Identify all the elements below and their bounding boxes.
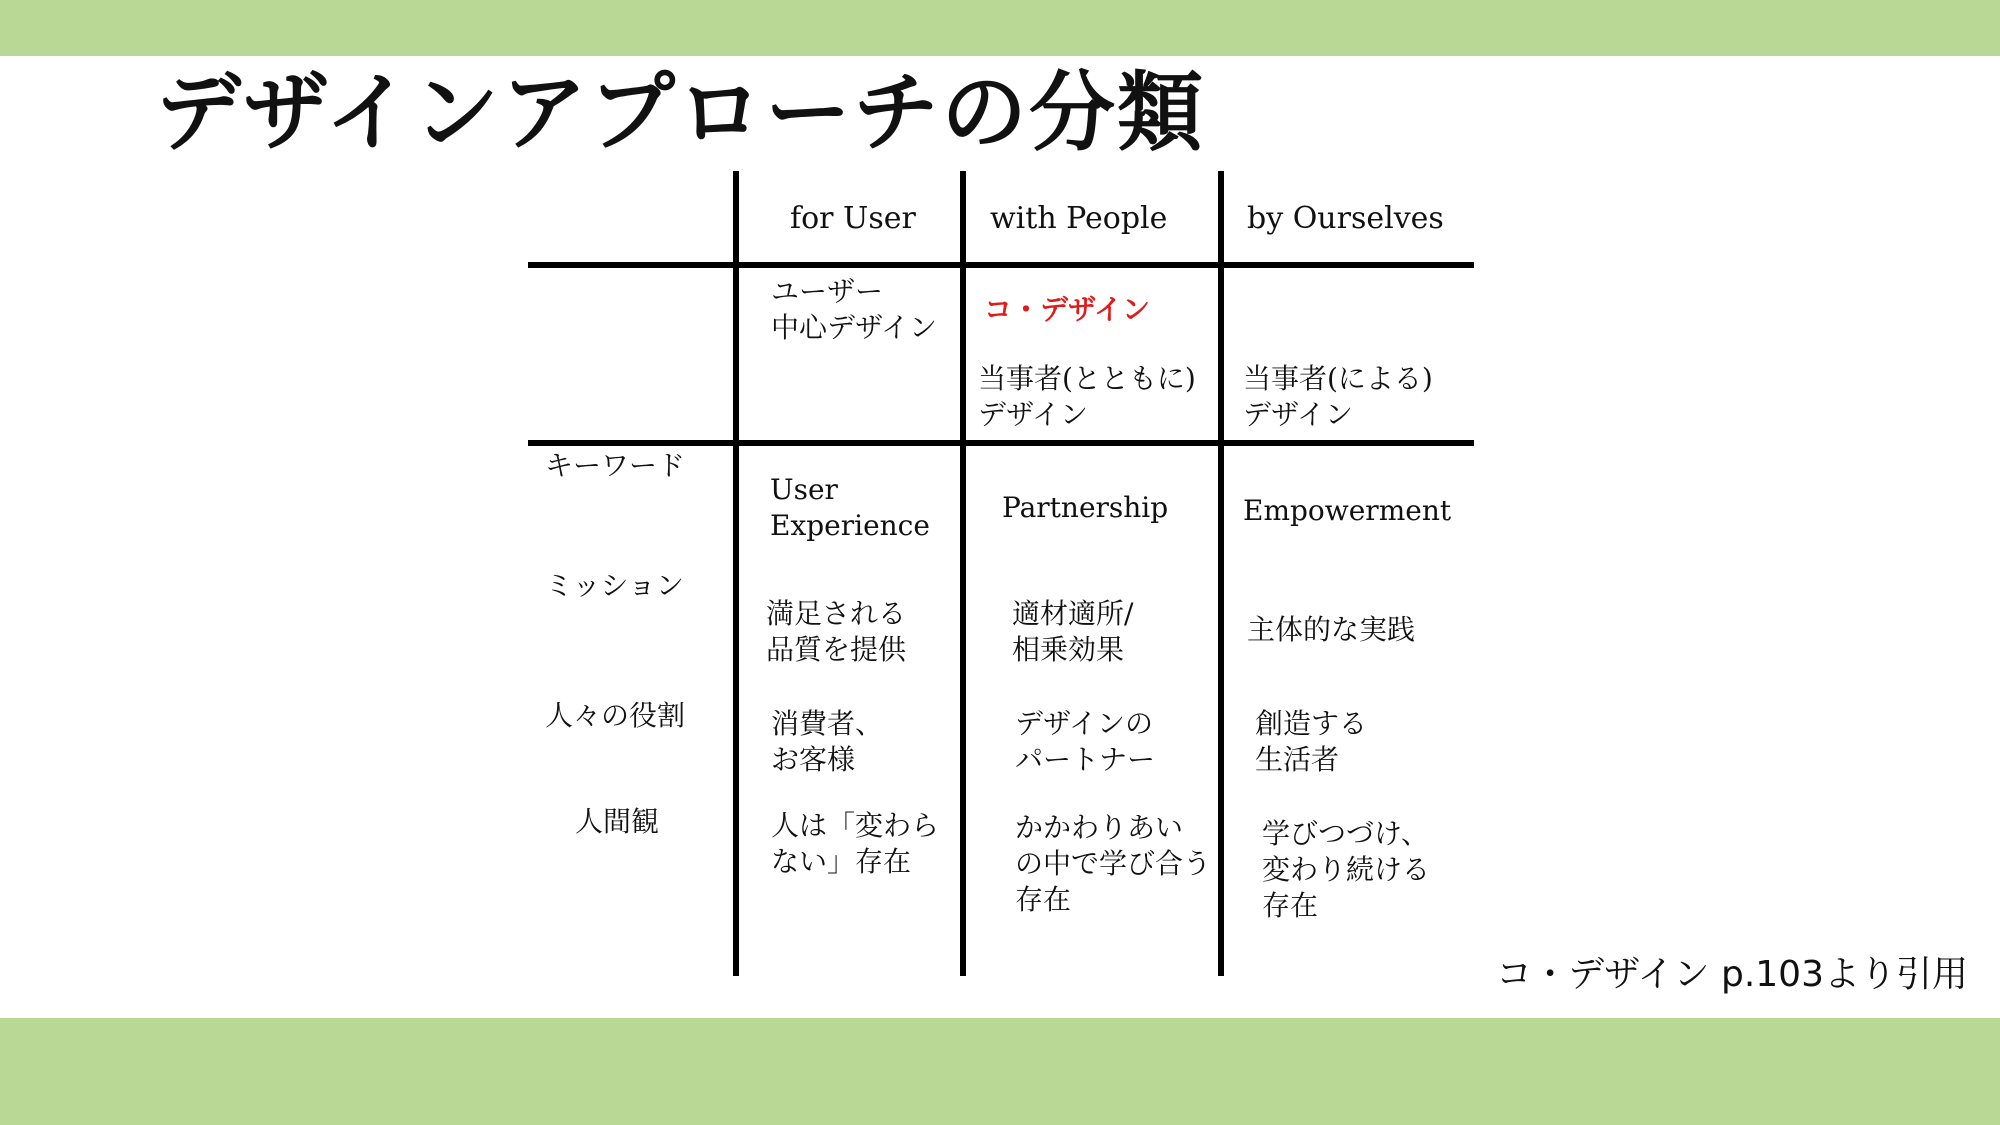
grid-line-horizontal-2 <box>528 440 1474 446</box>
mission-by-ourselves: 主体的な実践 <box>1247 613 1416 646</box>
column-header-with-people: with People <box>990 201 1168 236</box>
roles-by-ourselves: 創造する 生活者 <box>1255 707 1368 776</box>
approach-co-design-label: コ・デザイン <box>984 293 1151 326</box>
keyword-for-user: User Experience <box>770 473 930 542</box>
row-label-mission: ミッション <box>545 569 684 602</box>
grid-line-vertical-1 <box>733 171 739 976</box>
row-label-view-of-people: 人間観 <box>575 805 660 838</box>
roles-with-people: デザインの パートナー <box>1015 707 1156 776</box>
view-with-people: かかわりあい の中で学び合う 存在 <box>1015 811 1212 916</box>
approach-user-centered-design: ユーザー 中心デザイン <box>771 275 938 344</box>
view-by-ourselves: 学びつづけ、 変わり続ける 存在 <box>1262 817 1431 922</box>
approach-design-with-people: 当事者(とともに) デザイン <box>978 362 1196 431</box>
column-header-by-ourselves: by Ourselves <box>1247 201 1444 236</box>
citation: コ・デザイン p.103より引用 <box>1496 954 1968 995</box>
slide-title: デザインアプローチの分類 <box>155 62 1205 163</box>
grid-line-vertical-2 <box>960 171 966 976</box>
grid-line-vertical-3 <box>1218 171 1224 976</box>
row-label-keyword: キーワード <box>545 449 686 482</box>
view-for-user: 人は「変わら ない」存在 <box>771 809 940 878</box>
approach-design-by-people: 当事者(による) デザイン <box>1243 362 1433 431</box>
roles-for-user: 消費者、 お客様 <box>771 707 884 776</box>
bottom-band <box>0 1018 2000 1125</box>
column-header-for-user: for User <box>790 201 916 236</box>
top-band <box>0 0 2000 56</box>
row-label-roles: 人々の役割 <box>545 699 686 732</box>
keyword-with-people: Partnership <box>1002 491 1169 524</box>
mission-for-user: 満足される 品質を提供 <box>766 597 907 666</box>
keyword-by-ourselves: Empowerment <box>1243 494 1452 527</box>
grid-line-horizontal-1 <box>528 262 1474 268</box>
mission-with-people: 適材適所/ 相乗効果 <box>1012 597 1134 666</box>
